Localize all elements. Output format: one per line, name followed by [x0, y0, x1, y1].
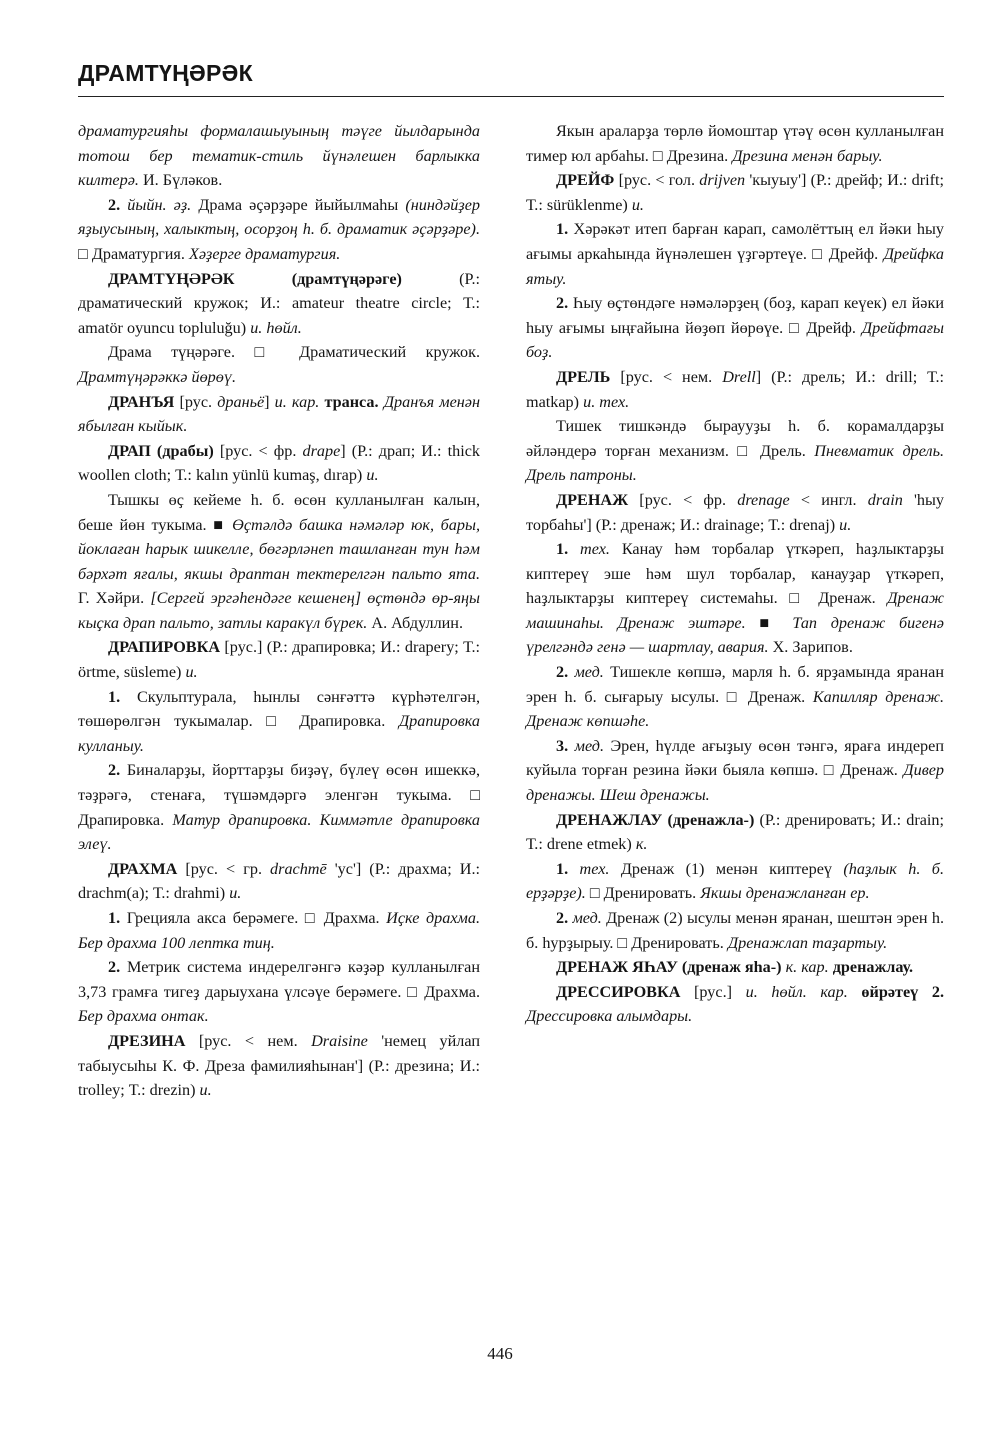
left-paragraph: 1. Скульптурала, һынлы сәнғәттә күрһәтелгән, төшөрөлгән тукымалар. □ Драпировка. Драпировка кулланыу.: [78, 687, 480, 755]
left-paragraph: 1. Грецияла акса берәмеге. □ Драхма. Иҫке драхма. Бер драхма 100 лептка тиң.: [78, 909, 480, 952]
left-paragraph: Драма түңәрәге. □ Драматический кружок. Драмтүңәрәккә йөрөү.: [78, 343, 480, 386]
left-paragraph: Тышкы өҫ кейеме һ. б. өсөн кулланылған калын, беше йөн тукыма. ■ Өҫтәлдә башка нәмәләр юк, бары, йоклаған һарык шикелле, бөгәрләнеп ташланған тун һәм бәрхәт яғалы, якшы драптан тектерелгән пальто ята. Г. Хәйри. [Сергей эргәһендәге кешенең] өҫтөндә өр-яңы кыҫка драп пальто, затлы каракүл бүрек. А. Абдуллин.: [78, 490, 480, 632]
left-paragraph: ДРАПИРОВКА [рус.] (Р.: драпировка; И.: drapery; Т.: örtme, süsleme) и.: [78, 638, 480, 682]
left-column: [78, 119, 480, 1103]
right-paragraph: ДРЕНАЖ [рус. < фр. drenage < ингл. drain 'һыу торбаһы'] (Р.: дренаж; И.: drainage; Т.: drenaj) и.: [526, 490, 944, 534]
left-paragraph: ДРАП (драбы) [рус. < фр. drape] (Р.: драп; И.: thick woollen cloth; Т.: kalın yünlü kumaş, dırap) и.: [78, 441, 480, 485]
left-paragraph: ДРЕЗИНА [рус. < нем. Draisine 'немец уйлап табыусыһы К. Ф. Дреза фамилияһынан'] (Р.: дрезина; И.: trolley; Т.: drezin) и.: [78, 1031, 480, 1100]
left-paragraph: 2. Метрик система индерелгәнгә кәҙәр кулланылған 3,73 грамға тигеҙ дарыухана үлсәүе берәмеге. □ Драхма. Бер драхма онтак.: [78, 958, 480, 1026]
right-paragraph: Тишек тишкәндә быраууҙы һ. б. корамалдарҙы әйләндерә торған механизм. □ Дрель. Пневматик дрель. Дрель патроны.: [526, 417, 944, 485]
left-paragraph: ДРАМТҮҢӘРӘК (драмтүңәрәге) (Р.: драматический кружок; И.: amateur theatre circle; Т.: amatör oyuncu topluluğu) и. һөйл.: [78, 269, 480, 337]
right-paragraph: 2. мед. Дренаж (2) ысулы менән яранан, шештән эрен һ. б. һурҙырыу. □ Дренировать. Дренажлап таҙартыу.: [526, 909, 944, 952]
page-number: 446: [487, 1344, 513, 1363]
header-rule: [78, 96, 944, 97]
running-head: ДРАМТҮҢӘРӘК: [78, 60, 254, 86]
right-paragraph: Якын араларҙа төрлө йомоштар үтәү өсөн кулланылған тимер юл арбаһы. □ Дрезина. Дрезина менән барыу.: [526, 122, 944, 165]
right-paragraph: 2. Һыу өҫтөндәге нәмәләрҙең (боҙ, карап кеүек) ел йәки һыу ағымы ыңғайына йөҙөп йөрөүе. □ Дрейф. Дрейфтағы боҙ.: [526, 294, 944, 362]
right-paragraph: ДРЕНАЖЛАУ (дренажла-) (Р.: дренировать; И.: drain; Т.: drene etmek) к.: [526, 810, 944, 854]
right-column: [526, 119, 944, 1029]
right-paragraph: 3. мед. Эрен, һүлде ағыҙыу өсөн тәнгә, яраға индереп куйыла торған резина йәки быяла көпшә. □ Дренаж. Дивер дренажы. Шеш дренажы.: [526, 736, 944, 805]
left-paragraph: драматургияһы формалашыуының тәүге йылдарында тотош бер тематик-стиль йүнәлешен барлыкка килтерә. И. Бүләков.: [78, 122, 480, 190]
right-paragraph: ДРЕНАЖ ЯҺАУ (дренаж яһа-) к. кар. дренажлау.: [556, 958, 914, 977]
left-paragraph: 2. Биналарҙы, йорттарҙы биҙәү, бүлеү өсөн ишеккә, тәҙрәгә, стенаға, түшәмдәргә эленгән тукыма. □ Драпировка. Матур драпировка. Киммәтле драпировка элеү.: [78, 761, 480, 854]
right-paragraph: ДРЕССИРОВКА [рус.] и. һөйл. кар. өйрәтеү 2. Дрессировка алымдары.: [526, 982, 944, 1026]
right-paragraph: 1. тех. Канау һәм торбалар үткәреп, һаҙлыктарҙы киптереү эше һәм шул торбалар, канауҙар үткәреп, һаҙлыктарҙы киптереү системаһы. □ Дренаж. Дренаж машинаһы. Дренаж эштәре. ■ Тап дренаж бигенә үрелгәндә генә — шартлау, авария. Х. Зарипов.: [526, 540, 945, 657]
right-paragraph: 1. тех. Дренаж (1) менән киптереү (һаҙлык һ. б. ерҙәрҙе). □ Дренировать. Якшы дренажланған ер.: [526, 859, 944, 903]
left-paragraph: ДРАНЪЯ [рус. драньё] и. кар. транса. Дранъя менән ябылған кыйык.: [78, 392, 481, 436]
right-paragraph: ДРЕЙФ [рус. < гол. drijven 'кыуыу'] (Р.: дрейф; И.: drift; Т.: sürüklenme) и.: [526, 171, 944, 214]
right-paragraph: ДРЕЛЬ [рус. < нем. Drell] (Р.: дрель; И.: drill; Т.: matkap) и. тех.: [526, 367, 944, 411]
right-paragraph: 1. Хәрәкәт итеп барған карап, самолёттың ел йәки һыу ағымы аркаһында йүнәлешен үҙгәртеүе. □ Дрейф. Дрейфка ятыу.: [526, 220, 944, 288]
left-paragraph: 2. йыйн. әҙ. Драма әҫәрҙәре йыйылмаһы (ниндәйҙер яҙыусының, халыктың, осорҙоң һ. б. драматик әҫәрҙәре). □ Драматургия. Хәҙерге драматургия.: [78, 195, 480, 263]
right-paragraph: 2. мед. Тишекле көпшә, марля һ. б. ярҙамында яранан эрен һ. б. сығарыу ысулы. □ Дренаж. Капилляр дренаж. Дренаж көпшәһе.: [526, 663, 944, 731]
left-paragraph: ДРАХМА [рус. < гр. drachmē 'ус'] (Р.: драхма; И.: drachm(a); Т.: drahmi) и.: [78, 859, 480, 903]
